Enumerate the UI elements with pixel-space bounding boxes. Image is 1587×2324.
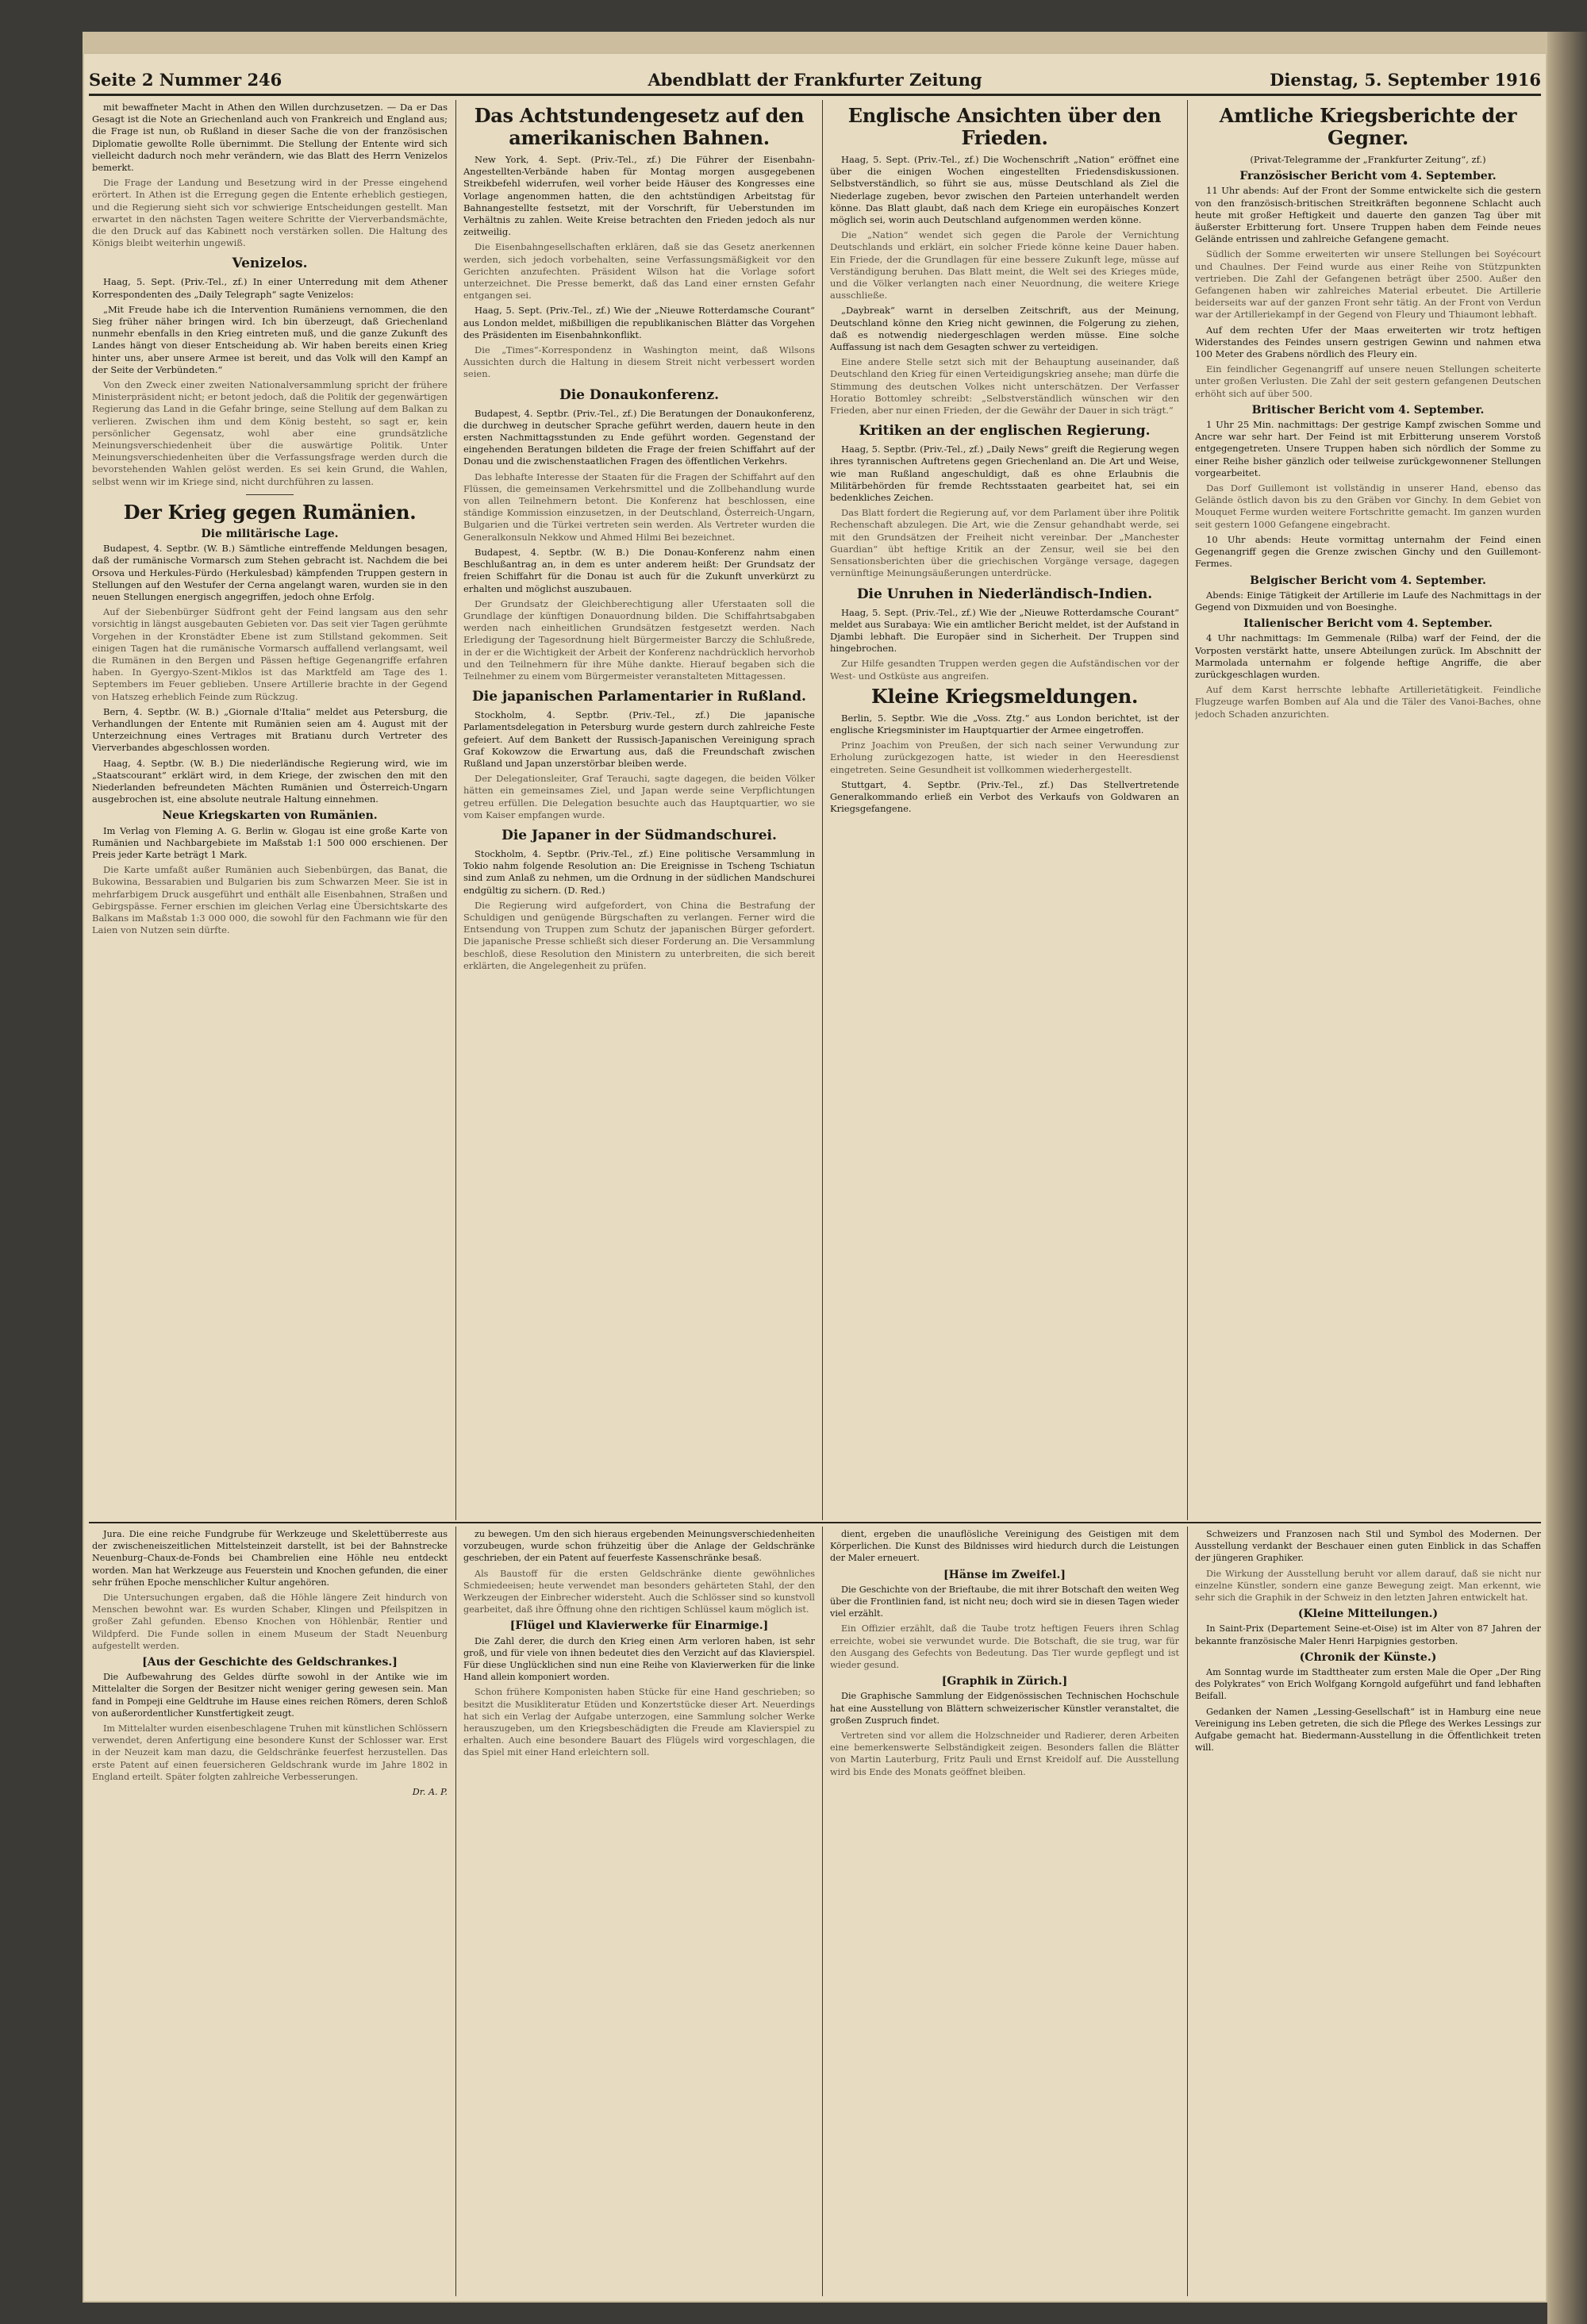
- column-2: [463, 102, 815, 1517]
- newspaper-page: [83, 52, 1547, 2303]
- article-text: 10 Uhr abends: Heute vormittag unternahm der Feind einen Gegenangriff gegen die Grenze zwischen Ginchy und den Guillemont-Fermes.: [1195, 533, 1541, 570]
- article-text: Im Mittelalter wurden eisenbeschlagene Truhen mit künstlichen Schlössern verwendet, deren Anfertigung eine besondere Kunst der Schlosser war. Erst in der Neuzeit kam man dazu, die Geldschränke feuerfest herzustellen. Das erste Patent auf einen feuersicheren Geldschrank wurde im Jahre 1802 in England erteilt. Später folgten zahlreiche Verbesserungen.: [92, 1723, 448, 1782]
- book-binding-edge: [1547, 32, 1587, 2324]
- article-text: zu bewegen. Um den sich hieraus ergebenden Meinungsverschiedenheiten vorzubeugen, wurde schon frühzeitig über die Anlage der Geldschränke geschrieben, der ein Patent auf feuerfeste Kassenschränke besaß.: [463, 1529, 815, 1564]
- article-text: Stockholm, 4. Septbr. (Priv.-Tel., zf.) Eine politische Versammlung in Tokio nahm folgende Resolution an: Die Ereignisse in Tscheng Tschiatun sind zum Anlaß zu nehmen, um die Ordnung in der südlichen Mandschurei endgültig zu sichern. (D. Red.): [463, 847, 815, 896]
- column-4: [1195, 102, 1541, 1517]
- article-text: Haag, 5. Sept. (Priv.-Tel., zf.) Wie der „Nieuwe Rotterdamsche Courant“ meldet aus Surabaya: Wie ein amtlicher Bericht meldet, ist der Aufstand in Djambi lebhaft. Die Europäer sind in Sicherheit. Der Truppen sind hingebrochen.: [830, 606, 1179, 655]
- feuilleton-column-2: [463, 1528, 815, 2294]
- subheading-be-bericht: Belgischer Bericht vom 4. September.: [1250, 574, 1486, 587]
- article-text: Südlich der Somme erweiterten wir unsere Stellungen bei Soyécourt und Chaulnes. Der Feind wurde aus einer Reihe von Stützpunkten vertrieben. Die Zahl der Gefangenen beträgt über 2500. Außer den Gefangenen haben wir zahlreiches Material erbeutet. Die Artillerie beiderseits war auf der ganzen Front sehr tätig. An der Front von Verdun war der Artilleriekampf in der Gegend von Fleury und Thiaumont lebhaft.: [1195, 248, 1541, 321]
- heading-donaukonferenz: Die Donaukonferenz.: [559, 386, 720, 403]
- heading-krieg-rumaenien: Der Krieg gegen Rumänien.: [123, 500, 417, 524]
- signature: Dr. A. P.: [412, 1787, 448, 1798]
- heading-klavierwerke: [Flügel und Klavierwerke für Einarmige.]: [509, 1619, 769, 1633]
- subheading-lage: Die militärische Lage.: [201, 527, 339, 540]
- article-text: Zur Hilfe gesandten Truppen werden gegen die Aufständischen vor der West- und Ostküste aus angreifen.: [830, 658, 1179, 682]
- article-text: Budapest, 4. Septbr. (W. B.) Die Donau-Konferenz nahm einen Beschlußantrag an, in dem es unter anderem heißt: Der Grundsatz der freien Schiffahrt für die Donau ist auch für die Zukunft unverkürzt zu erhalten und möglichst auszubauen.: [463, 546, 815, 594]
- article-text: Haag, 5. Septbr. (Priv.-Tel., zf.) „Daily News“ greift die Regierung wegen ihres tyrannischen Auftretens gegen Griechenland an. Die Art und Weise, wie man Rußland angeschuldigt, daß es ohne Erlaubnis die Militärbehörden für fremde Rechtsstaaten gearbeitet hat, sei ein bedenkliches Zeichen.: [830, 444, 1179, 504]
- subheading-fr-bericht: Französischer Bericht vom 4. September.: [1239, 170, 1497, 183]
- article-text: Das Blatt fordert die Regierung auf, vor dem Parlament über ihre Politik Rechenschaft abzulegen. Die Art, wie die Zensur gehandhabt werde, sei mit den Grundsätzen der Freiheit nicht vereinbar. Der „Manchester Guardian“ übt heftige Kritik an der Zensur, weil sie bei den Sensationsberichten über die griechischen Vorgänge versage, dagegen vernünftige Meinungsäußerungen unterdrücke.: [830, 507, 1179, 579]
- article-text: 1 Uhr 25 Min. nachmittags: Der gestrige Kampf zwischen Somme und Ancre war sehr hart. Der Feind ist mit Erbitterung unserem Vorstoß entgegengetreten. Unsere Truppen haben sich nördlich der Somme zu einer Reihe bisher gänzlich oder teilweise zurückgewonnener Stellungen vorgearbeitet.: [1195, 419, 1541, 478]
- article-text: Die Graphische Sammlung der Eidgenössischen Technischen Hochschule hat eine Ausstellung von Blättern schweizerischer Künstler veranstaltet, die großen Zuspruch findet.: [830, 1691, 1179, 1726]
- article-text: Die Zahl derer, die durch den Krieg einen Arm verloren haben, ist sehr groß, und für viele von ihnen bedeutet dies den Verzicht auf das Klavierspiel. Für diese Unglücklichen sind nun eine Reihe von Klavierwerken für die linke Hand allein komponiert worden.: [463, 1635, 815, 1683]
- article-text: Schweizers und Franzosen nach Stil und Symbol des Modernen. Der Ausstellung verdankt der Beschauer einen guten Einblick in das Schaffen der jüngeren Graphiker.: [1195, 1529, 1541, 1564]
- heading-brieftaube: [Hänse im Zweifel.]: [943, 1568, 1066, 1581]
- header-rule: [89, 94, 1541, 96]
- subheading-br-bericht: Britischer Bericht vom 4. September.: [1251, 403, 1485, 417]
- heading-mandschurei: Die Japaner in der Südmandschurei.: [501, 827, 777, 843]
- feuilleton-column-3: [830, 1528, 1179, 2294]
- heading-graphik: [Graphik in Zürich.]: [941, 1675, 1068, 1688]
- feuilleton-column-1: [92, 1528, 448, 2294]
- article-text: Die Regierung wird aufgefordert, von China die Bestrafung der Schuldigen und genügende Bürgschaften zu verlangen. Ferner wird die Entsendung von Truppen zum Schutz der japanischen Bürger gefordert. Die japanische Presse schließt sich dieser Forderung an. Die Versammlung beschloß, diese Resolution den Ministern zu unterbreiten, die sich bereit erklärten, die Angelegenheit zu prüfen.: [463, 899, 815, 971]
- article-text: Als Baustoff für die ersten Geldschränke diente gewöhnliches Schmiedeeisen; heute verwendet man besonders gehärteten Stahl, der den Werkzeugen der Einbrecher widersteht. Auch die Schlösser sind so kunstvoll gearbeitet, daß ihre Öffnung ohne den richtigen Schlüssel kaum möglich ist.: [463, 1568, 815, 1615]
- article-text: „Mit Freude habe ich die Intervention Rumäniens vernommen, die den Sieg früher näher bringen wird. Ich bin überzeugt, daß Griechenland nunmehr ebenfalls in den Krieg eintreten muß, und die ganze Zukunft des Landes hängt von dieser Entscheidung ab. Wir haben bereits einen Krieg hinter uns, aber unsere Armee ist bereit, und das Volk will den Kampf an der Seite der Verbündeten.“: [92, 303, 448, 375]
- article-text: Die Karte umfaßt außer Rumänien auch Siebenbürgen, das Banat, die Bukowina, Bessarabien und Bulgarien bis zum Schwarzen Meer. Sie ist in mehrfarbigem Druck ausgeführt und enthält alle Eisenbahnen, Straßen und Gebirgspässe. Ferner erschien im gleichen Verlag eine Übersichtskarte des Balkans im Maßstab 1:3 000 000, die sowohl für den Fachmann wie für den Laien von Nutzen sein dürfte.: [92, 864, 448, 936]
- article-text: Haag, 5. Sept. (Priv.-Tel., zf.) Die Wochenschrift „Nation“ eröffnet eine über die einigen Wochen eingestellten Friedensdiskussionen. Selbstverständlich, so führt sie aus, müsse Deutschland als Ziel die Niederlage zugeben, bevor zwischen den Parteien unterhandelt werden könne. Das Blatt glaubt, daß nach dem Kriege ein europäisches Konzert möglich sei, worin auch Deutschland aufgenommen werden könne.: [830, 154, 1179, 226]
- article-text: Abends: Einige Tätigkeit der Artillerie im Laufe des Nachmittags in der Gegend von Dixmuiden und von Boesinghe.: [1195, 589, 1541, 613]
- article-text: Der Grundsatz der Gleichberechtigung aller Uferstaaten soll die Grundlage der künftigen Donauordnung bilden. Die Schiffahrtsabgaben werden nach einheitlichen Grundsätzen festgesetzt werden. Nach Erledigung der Tagesordnung hielt Bürgermeister Barczy die Schlußrede, in der er die Wichtigkeit der Arbeit der Konferenz nachdrücklich hervorhob und den Teilnehmern für ihre Mühe dankte. Hierauf begaben sich die Teilnehmer zu einem vom Bürgermeister veranstalteten Mittagessen.: [463, 597, 815, 682]
- article-text: Gedanken der Namen „Lessing-Gesellschaft“ ist in Hamburg eine neue Vereinigung ins Leben getreten, die sich die Pflege des Werkes Lessings zur Aufgabe gemacht hat. Biedermann-Ausstellung in die Öffentlichkeit treten will.: [1195, 1706, 1541, 1754]
- article-text: Die Wirkung der Ausstellung beruht vor allem darauf, daß sie nicht nur einzelne Künstler, sondern eine ganze Bewegung zeigt. Man erkennt, wie sehr sich die Graphik in der Schweiz in den letzten Jahren entwickelt hat.: [1195, 1568, 1541, 1604]
- column-divider: [822, 1527, 823, 2296]
- feuilleton-column-4: [1195, 1528, 1541, 2294]
- subtitle: (Privat-Telegramme der „Frankfurter Zeitung“, zf.): [1250, 154, 1486, 165]
- article-text: Budapest, 4. Septbr. (W. B.) Sämtliche eintreffende Meldungen besagen, daß der rumänische Vormarsch zum Stehen gebracht ist. Nachdem die bei Orsova und Herkules-Fürdo (Herkulesbad) kämpfenden Truppen gestern in Stellungen auf den Westufer der Cerna angelangt waren, wurden sie in den neuen Stellungen energisch angegriffen, jedoch ohne Erfolg.: [92, 543, 448, 602]
- masthead: Abendblatt der Frankfurter Zeitung: [647, 70, 982, 90]
- article-text: 11 Uhr abends: Auf der Front der Somme entwickelte sich die gestern von den französisch-britischen Streitkräften begonnene Schlacht auch heute mit großer Heftigkeit und dauerte den ganzen Tag über mit äußerster Erbitterung fort. Unsere Truppen haben dem Feinde neues Gelände entrissen und zahlreiche Gefangene gemacht.: [1195, 185, 1541, 245]
- column-divider: [822, 100, 823, 1520]
- article-text: Prinz Joachim von Preußen, der sich nach seiner Verwundung zur Erholung zurückgezogen hatte, ist wieder in den Heeresdienst eingetreten. Seine Gesundheit ist vollkommen wiederhergestellt.: [830, 739, 1179, 775]
- article-text: Stuttgart, 4. Septbr. (Priv.-Tel., zf.) Das Stellvertretende Generalkommando erließ ein Verbot des Verkaufs von Goldwaren an Kriegsgefangene.: [830, 778, 1179, 815]
- column-divider: [1187, 100, 1188, 1520]
- article-text: Im Verlag von Fleming A. G. Berlin w. Glogau ist eine große Karte von Rumänien und Nachbargebiete im Maßstab 1:1 500 000 erschienen. Der Preis jeder Karte beträgt 1 Mark.: [92, 824, 448, 860]
- article-text: Ein feindlicher Gegenangriff auf unsere neuen Stellungen scheiterte unter großen Verlusten. Die Zahl der seit gestern gefangenen Deutschen erhöht sich auf über 500.: [1195, 363, 1541, 399]
- article-text: mit bewaffneter Macht in Athen den Willen durchzusetzen. — Da er Das Gesagt ist die Note an Griechenland auch von Frankreich und England aus; die Frage ist nun, ob Rußland in dieser Sache die von der französischen Diplomatie gewollte Rolle übernimmt. Die Stellung der Entente wird sich vielleicht dadurch noch mehr verändern, wie das Blatt des Herrn Venizelos bemerkt.: [92, 102, 448, 174]
- heading-chronik: (Chronik der Künste.): [1299, 1650, 1437, 1664]
- article-text: Auf dem Karst herrschte lebhafte Artillerietätigkeit. Feindliche Flugzeuge warfen Bomben auf Ala und die Täler des Vanoi-Baches, ohne jedoch Schaden anzurichten.: [1195, 684, 1541, 720]
- heading-venizelos: Venizelos.: [232, 255, 308, 272]
- page-number: Seite 2 Nummer 246: [89, 70, 282, 90]
- article-text: Haag, 4. Septbr. (W. B.) Die niederländische Regierung wird, wie im „Staatscourant“ erklärt wird, in dem Kriege, der zwischen den mit den Niederlanden befreundeten Mächten Rumänien und Österreich-Ungarn ausgebrochen ist, eine absolute neutrale Haltung einnehmen.: [92, 757, 448, 805]
- article-text: In Saint-Prix (Departement Seine-et-Oise) ist im Alter von 87 Jahren der bekannte französische Maler Henri Harpignies gestorben.: [1195, 1623, 1541, 1646]
- article-text: Die Geschichte von der Brieftaube, die mit ihrer Botschaft den weiten Weg über die Frontlinien fand, ist nicht neu; doch wird sie in diesen Tagen wieder viel erzählt.: [830, 1584, 1179, 1619]
- article-text: Von den Zweck einer zweiten Nationalversammlung spricht der frühere Ministerpräsident nicht; er betont jedoch, daß die Politik der gegenwärtigen Regierung das Land in die Gefahr bringe, seine Stellung auf dem Balkan zu verlieren. Zwischen ihm und dem König besteht, so sagt er, kein persönlicher Gegensatz, wohl aber eine grundsätzliche Meinungsverschiedenheit über die auswärtige Politik. Unter Meinungsverschiedenheiten über die Verfassungsfrage werden durch die bevorstehenden Wahlen gelöst werden. Es sei kein Grund, die Wahlen, selbst wenn wir im Kriege sind, nicht durchführen zu lassen.: [92, 379, 448, 487]
- heading-achtstunden: Das Achtstundengesetz auf den amerikanischen Bahnen.: [474, 104, 805, 149]
- article-text: Die „Times“-Korrespondenz in Washington meint, daß Wilsons Aussichten durch die Haltung in diesem Streit nicht verbessert worden seien.: [463, 344, 815, 380]
- article-text: Die Untersuchungen ergaben, daß die Höhle längere Zeit hindurch von Menschen bewohnt war. Es wurden Schaber, Klingen und Pfeilspitzen in großer Zahl gefunden. Ebenso Knochen von Höhlenbär, Rentier und Wildpferd. Die Funde sollen in einem Museum der Stadt Neuenburg aufgestellt werden.: [92, 1592, 448, 1651]
- heading-japan-parlament: Die japanischen Parlamentarier in Rußland.: [472, 689, 806, 705]
- heading-kritiken: Kritiken an der englischen Regierung.: [859, 423, 1151, 440]
- article-text: Budapest, 4. Septbr. (Priv.-Tel., zf.) Die Beratungen der Donaukonferenz, die durchweg in deutscher Sprache geführt werden, dauern heute in den ersten Nachmittagsstunden zu Ende geführt worden. Gegenstand der eingehenden Beratungen bildeten die Frage der freien Schiffahrt auf der Donau und die zwischenstaatlichen Fragen des öffentlichen Verkehrs.: [463, 407, 815, 467]
- article-text: 4 Uhr nachmittags: Im Gemmenale (Rilba) warf der Feind, der die Vorposten verstärkt hatte, unsere Abteilungen zurück. Im Abschnitt der Marmolada unternahm er folgende heftige Angriffe, die aber zurückgeschlagen wurden.: [1195, 632, 1541, 680]
- article-text: Auf der Siebenbürger Südfront geht der Feind langsam aus den sehr vorsichtig in längst ausgebauten Gebieten vor. Das seit vier Tagen gerühmte Vorgehen in der Kronstädter Ebene ist zum Stillstand gekommen. Seit einigen Tagen hat die rumänische Vormarsch auffallend verlangsamt, weil die Rumänen in den Bergen und Pässen heftige Gegenangriffe erfahren haben. In Gyergyo-Szent-Miklos ist das Marktfeld am Tage des 1. Septembers im Feuer geblieben. Unsere Artillerie brachte in der Gegend von Hatszeg erheblich Feinde zum Rückzug.: [92, 606, 448, 702]
- article-text: Haag, 5. Sept. (Priv.-Tel., zf.) Wie der „Nieuwe Rotterdamsche Courant“ aus London meldet, mißbilligen die republikanischen Blätter das Vorgehen des Präsidenten im Eisenbahnkonflikt.: [463, 305, 815, 340]
- column-divider: [455, 1527, 456, 2296]
- page-header: [89, 63, 1541, 95]
- column-divider: [455, 100, 456, 1520]
- article-text: Der Delegationsleiter, Graf Terauchi, sagte dagegen, die beiden Völker hätten ein gemeinsames Ziel, und Japan werde seine Verpflichtungen getreu erfüllen. Die Delegation besuchte auch das Hauptquartier, wo sie vom Kaiser empfangen wurde.: [463, 773, 815, 820]
- heading-amtliche-berichte: Amtliche Kriegsberichte der Gegner.: [1219, 104, 1517, 149]
- article-text: Jura. Die eine reiche Fundgrube für Werkzeuge und Skelettüberreste aus der zwischeneiszeitlichen Mittelsteinzeit darstellt, ist bei der Bahnstrecke Neuenburg–Chaux-de-Fonds bei Chambrelien eine Höhle neu entdeckt worden. Man hat Werkzeuge aus Feuerstein und Knochen gefunden, die einer sehr frühen Epoche menschlicher Kultur angehören.: [92, 1529, 448, 1588]
- subheading-it-bericht: Italienischer Bericht vom 4. September.: [1243, 617, 1493, 631]
- article-text: Eine andere Stelle setzt sich mit der Behauptung auseinander, daß Deutschland den Krieg für einen Verteidigungskrieg ansehe; man dürfe die Stimmung des deutschen Volkes nicht unterschätzen. Der Verfasser Horatio Bottomley schreibt: „Selbstverständlich wünschen wir den Frieden, aber nur einen Frieden, der die Gewähr der Dauer in sich trägt.“: [830, 356, 1179, 417]
- heading-mitteilungen: (Kleine Mitteilungen.): [1297, 1608, 1439, 1621]
- article-text: Die Frage der Landung und Besetzung wird in der Presse eingehend erörtert. In Athen ist die Erregung gegen die Entente erheblich gestiegen, und die Regierung sieht sich vor schwierige Entscheidungen gestellt. Man erwartet in den nächsten Tagen weitere Schritte der Vierverbandsmächte, die den Druck auf das Kabinett noch verstärken sollen. Die Haltung des Königs bleibt weiterhin ungewiß.: [92, 177, 448, 249]
- heading-englische-ansichten: Englische Ansichten über den Frieden.: [847, 104, 1162, 149]
- article-text: Die „Nation“ wendet sich gegen die Parole der Vernichtung Deutschlands und erklärt, ein solcher Friede könne keine Dauer haben. Ein Friede, der die Grundlagen für eine bessere Zukunft lege, müsse auf Verständigung beruhen. Das Blatt meint, die Welt sei des Krieges müde, und die Völker verlangten nach einer Neuordnung, die weitere Kriege ausschließe.: [830, 229, 1179, 302]
- heading-unruhen: Die Unruhen in Niederländisch-Indien.: [856, 586, 1153, 602]
- divider: [246, 494, 294, 495]
- article-text: „Daybreak“ warnt in derselben Zeitschrift, aus der Meinung, Deutschland könne den Krieg nicht gewinnen, die Folgerung zu ziehen, daß es notwendig niedergeschlagen werden müsse. Eine solche Auffassung ist nach dem Gesagten schwer zu verteidigen.: [830, 305, 1179, 353]
- article-text: Schon frühere Komponisten haben Stücke für eine Hand geschrieben; so besitzt die Musikliteratur Etüden und Konzertstücke dieser Art. Neuerdings hat sich ein Verlag der Aufgabe unterzogen, eine Sammlung solcher Werke herauszugeben, um den Kriegsbeschädigten die Freude am Klavierspiel zu erhalten. Auch eine besondere Bauart des Flügels wird vorgeschlagen, die das Spiel mit einer Hand erleichtern soll.: [463, 1687, 815, 1758]
- article-text: Auf dem rechten Ufer der Maas erweiterten wir trotz heftigen Widerstandes des Feindes unsern gestrigen Gewinn und nahmen etwa 100 Meter des Grabens nördlich des Fleury ein.: [1195, 324, 1541, 360]
- article-text: Das lebhafte Interesse der Staaten für die Fragen der Schiffahrt auf den Flüssen, die gemeinsamen Verkehrsmittel und die Zollbehandlung wurde von allen Teilnehmern betont. Die Konferenz hat beschlossen, eine ständige Kommission einzusetzen, in der Deutschland, Österreich-Ungarn, Bulgarien und die Türkei vertreten sein werden. Als Vertreter wurden die Generalkonsuln Nekkow und Ahmed Hilmi Bei bezeichnet.: [463, 471, 815, 543]
- section-rule: [89, 1522, 1541, 1523]
- article-text: New York, 4. Sept. (Priv.-Tel., zf.) Die Führer der Eisenbahn-Angestellten-Verbände haben für Montag morgen ausgegebenen Streikbefehl widerrufen, weil vorher beide Häuser des Kongresses eine Vorlage angenommen hatten, die den achtstündigen Arbeitstag für Bahnangestellte festsetzt, mit der Vorschrift, für Ueberstunden im Verhältnis zu zahlen. Weite Kreise betrachten den Frieden jedoch als nur zeitweilig.: [463, 154, 815, 238]
- issue-date: Dienstag, 5. September 1916: [1270, 70, 1541, 90]
- article-text: Die Eisenbahngesellschaften erklären, daß sie das Gesetz anerkennen werden, sich jedoch vorbehalten, seine Verfassungsmäßigkeit vor den Gerichten anzufechten. Präsident Wilson hat die Vorlage sofort unterzeichnet. Die Presse bemerkt, daß das Land einer ernsten Gefahr entgangen sei.: [463, 241, 815, 302]
- article-text: dient, ergeben die unauflösliche Vereinigung des Geistigen mit dem Körperlichen. Die Kunst des Bildnisses wird hiedurch durch die Leistungen der Maler erneuert.: [830, 1529, 1179, 1564]
- article-text: Ein Offizier erzählt, daß die Taube trotz heftigen Feuers ihren Schlag erreichte, wobei sie verwundet wurde. Die Botschaft, die sie trug, war für den Ausgang des Gefechts von Bedeutung. Das Tier wurde gepflegt und ist wieder gesund.: [830, 1623, 1179, 1671]
- column-divider: [1187, 1527, 1188, 2296]
- article-text: Berlin, 5. Septbr. Wie die „Voss. Ztg.“ aus London berichtet, ist der englische Kriegsminister im Hauptquartier der Armee eingetroffen.: [830, 712, 1179, 736]
- page-top-edge: [83, 32, 1547, 52]
- heading-kleine-kriegsmeldungen: Kleine Kriegsmeldungen.: [870, 684, 1139, 708]
- heading-geldschrank: [Aus der Geschichte des Geldschrankes.]: [142, 1656, 398, 1669]
- column-3: [830, 102, 1179, 1517]
- article-text: Vertreten sind vor allem die Holzschneider und Radierer, deren Arbeiten eine bemerkenswerte Selbständigkeit zeigen. Besonders fallen die Blätter von Martin Lauterburg, Fritz Pauli und Ernst Kreidolf auf. Die Ausstellung wird bis Ende des Monats geöffnet bleiben.: [830, 1731, 1179, 1777]
- column-1: [92, 102, 448, 1517]
- dateline: Haag, 5. Sept. (Priv.-Tel., zf.) In einer Unterredung mit dem Athener Korrespondenten des „Daily Telegraph“ sagte Venizelos:: [92, 276, 448, 300]
- article-text: Bern, 4. Septbr. (W. B.) „Giornale d'Italia“ meldet aus Petersburg, die Verhandlungen der Entente mit Rumänien seien am 4. August mit der Unterzeichnung eines Vertrages mit Bratianu durch Vertreter des Vierverbandes abgeschlossen worden.: [92, 705, 448, 754]
- article-text: Am Sonntag wurde im Stadttheater zum ersten Male die Oper „Der Ring des Polykrates“ von Erich Wolfgang Korngold aufgeführt und fand lebhaften Beifall.: [1195, 1667, 1541, 1702]
- article-text: Stockholm, 4. Septbr. (Priv.-Tel., zf.) Die japanische Parlamentsdelegation in Petersburg wurde gestern durch zahlreiche Feste gefeiert. Auf dem Bankett der Russisch-Japanischen Vereinigung sprach Graf Kokowzow die Erwartung aus, daß die Freundschaft zwischen Rußland und Japan unzerstörbar bleiben werde.: [463, 709, 815, 769]
- subheading-karten: Neue Kriegskarten von Rumänien.: [162, 809, 378, 823]
- article-text: Die Aufbewahrung des Geldes dürfte sowohl in der Antike wie im Mittelalter die Sorgen der Besitzer nicht weniger gering gewesen sein. Man fand in Pompeji eine Geldtruhe im Hause eines reichen Römers, deren Schloß von außerordentlicher Kunstfertigkeit zeugt.: [92, 1672, 448, 1719]
- article-text: Das Dorf Guillemont ist vollständig in unserer Hand, ebenso das Gelände östlich davon bis zu den Gräben vor Ginchy. In dem Gebiet von Mouquet Ferme wurden weitere Fortschritte gemacht. Im ganzen wurden seit gestern 1000 Gefangene eingebracht.: [1195, 482, 1541, 530]
